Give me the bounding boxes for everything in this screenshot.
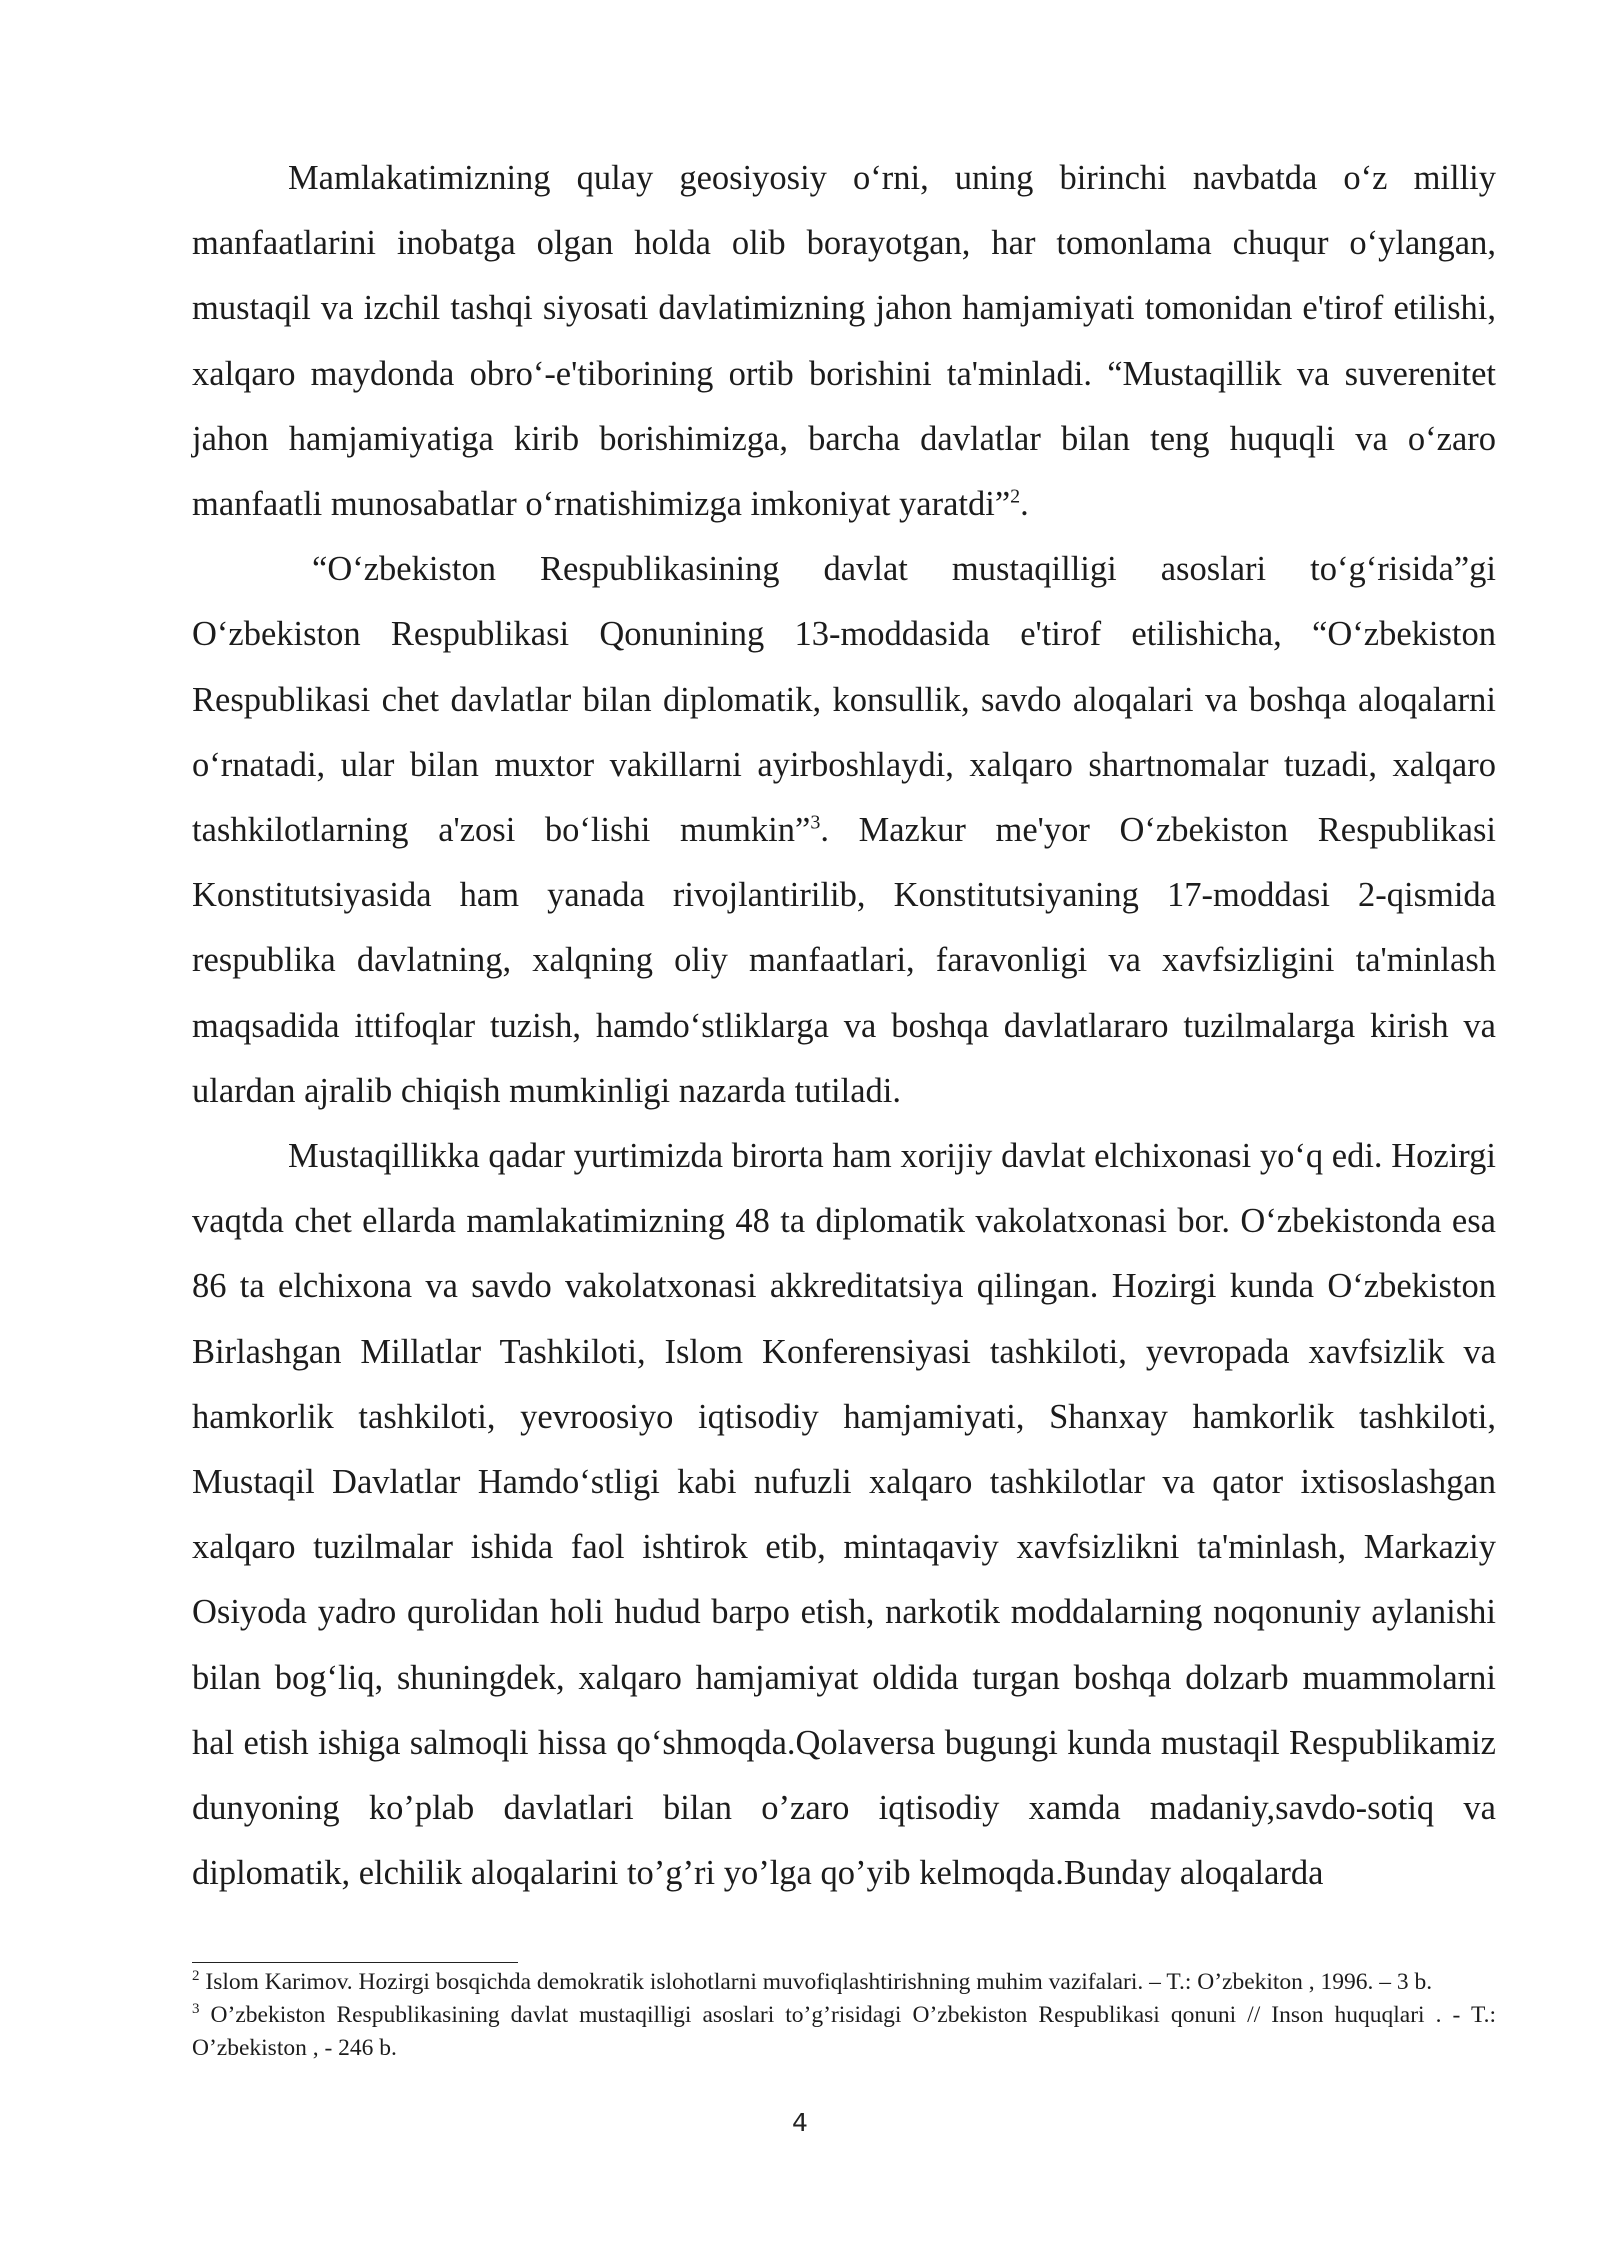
paragraph-1 (192, 146, 1496, 537)
footnote-number: 2 (192, 1968, 200, 1985)
paragraph-3-text: Mustaqillikka qadar yurtimizda birorta ham xorijiy davlat elchixonasi yo‘q edi. Hozirgi vaqtda chet ellarda mamlakatimizning 48 ta diplomatik vakolatxonasi bor. O‘zbekistonda esa 86 ta elchixona va savdo vakolatxonasi akkreditatsiya qilingan. Hozirgi kunda O‘zbekiston Birlashgan Millatlar Tashkiloti, Islom Konferensiyasi tashkiloti, yevropada xavfsizlik va hamkorlik tashkiloti, yevroosiyo iqtisodiy hamjamiyati, Shanxay hamkorlik tashkiloti, Mustaqil Davlatlar Hamdo‘stligi kabi nufuzli xalqaro tashkilotlar va qator ixtisoslashgan xalqaro tuzilmalar ishida faol ishtirok etib, mintaqaviy xavfsizlikni ta'minlash, Markaziy Osiyoda yadro qurolidan holi hudud barpo etish, narkotik moddalarning noqonuniy aylanishi bilan bog‘liq, shuningdek, xalqaro hamjamiyat oldida turgan boshqa dolzarb muammolarni hal etish ishiga salmoqli hissa qo‘shmoqda.Qolaversa bugungi kunda mustaqil Respublikamiz dunyoning ko’plab davlatlari bilan o’zaro iqtisodiy xamda madaniy,savdo-sotiq va diplomatik, elchilik aloqalarini to’g’ri yo’lga qo’yib kelmoqda.Bunday aloqalarda (192, 1137, 1496, 1893)
footnote-number: 3 (192, 2001, 200, 2018)
footnote-2 (192, 1966, 1496, 1999)
paragraph-1-tail: . (1020, 485, 1029, 524)
footnote-separator (192, 1962, 518, 1963)
paragraph-2 (192, 537, 1496, 1124)
footnote-ref-2[interactable]: 2 (1010, 485, 1021, 508)
paragraph-1-text: Mamlakatimizning qulay geosiyosiy o‘rni, uning birinchi navbatda o‘z milliy manfaatlarini inobatga olgan holda olib borayotgan, har tomonlama chuqur o‘ylangan, mustaqil va izchil tashqi siyosati davlatimizning jahon hamjamiyati tomonidan e'tirof etilishi, xalqaro maydonda obro‘-e'tiborining ortib borishini ta'minladi. “Mustaqillik va suverenitet jahon hamjamiyatiga kirib borishimizga, barcha davlatlar bilan teng huquqli va o‘zaro manfaatli munosabatlar o‘rnatishimizga imkoniyat yaratdi” (192, 159, 1496, 524)
paragraph-3 (192, 1124, 1496, 1906)
page-number: 4 (792, 2108, 808, 2137)
footnote-3 (192, 1999, 1496, 2065)
body-text (192, 146, 1496, 1906)
footnote-text: Islom Karimov. Hozirgi bosqichda demokratik islohotlarni muvofiqlashtirishning muhim vazifalari. – T.: O’zbekiton , 1996. – 3 b. (205, 1969, 1433, 1995)
footnote-text: O’zbekiston Respublikasining davlat mustaqilligi asoslari to’g’risidagi O’zbekiston Respublikasi qonuni // Inson huquqlari . - T.: O’zbekiston , - 246 b. (192, 2002, 1496, 2061)
footnote-ref-3[interactable]: 3 (810, 811, 821, 834)
paragraph-2-tail: . Mazkur me'yor O‘zbekiston Respublikasi Konstitutsiyasida ham yanada rivojlantirilib, Konstitutsiyaning 17-moddasi 2-qismida respublika davlatning, xalqning oliy manfaatlari, faravonligi va xavfsizligini ta'minlash maqsadida ittifoqlar tuzish, hamdo‘stliklarga va boshqa davlatlararo tuzilmalarga kirish va ulardan ajralib chiqish mumkinligi nazarda tutiladi. (192, 811, 1496, 1110)
footnotes (192, 1966, 1496, 2065)
paragraph-2-text: “O‘zbekiston Respublikasining davlat mustaqilligi asoslari to‘g‘risida”gi O‘zbekiston Respublikasi Qonunining 13-moddasida e'tirof etilishicha, “O‘zbekiston Respublikasi chet davlatlar bilan diplomatik, konsullik, savdo aloqalari va boshqa aloqalarni o‘rnatadi, ular bilan muxtor vakillarni ayirboshlaydi, xalqaro shartnomalar tuzadi, xalqaro tashkilotlarning a'zosi bo‘lishi mumkin” (192, 550, 1496, 850)
